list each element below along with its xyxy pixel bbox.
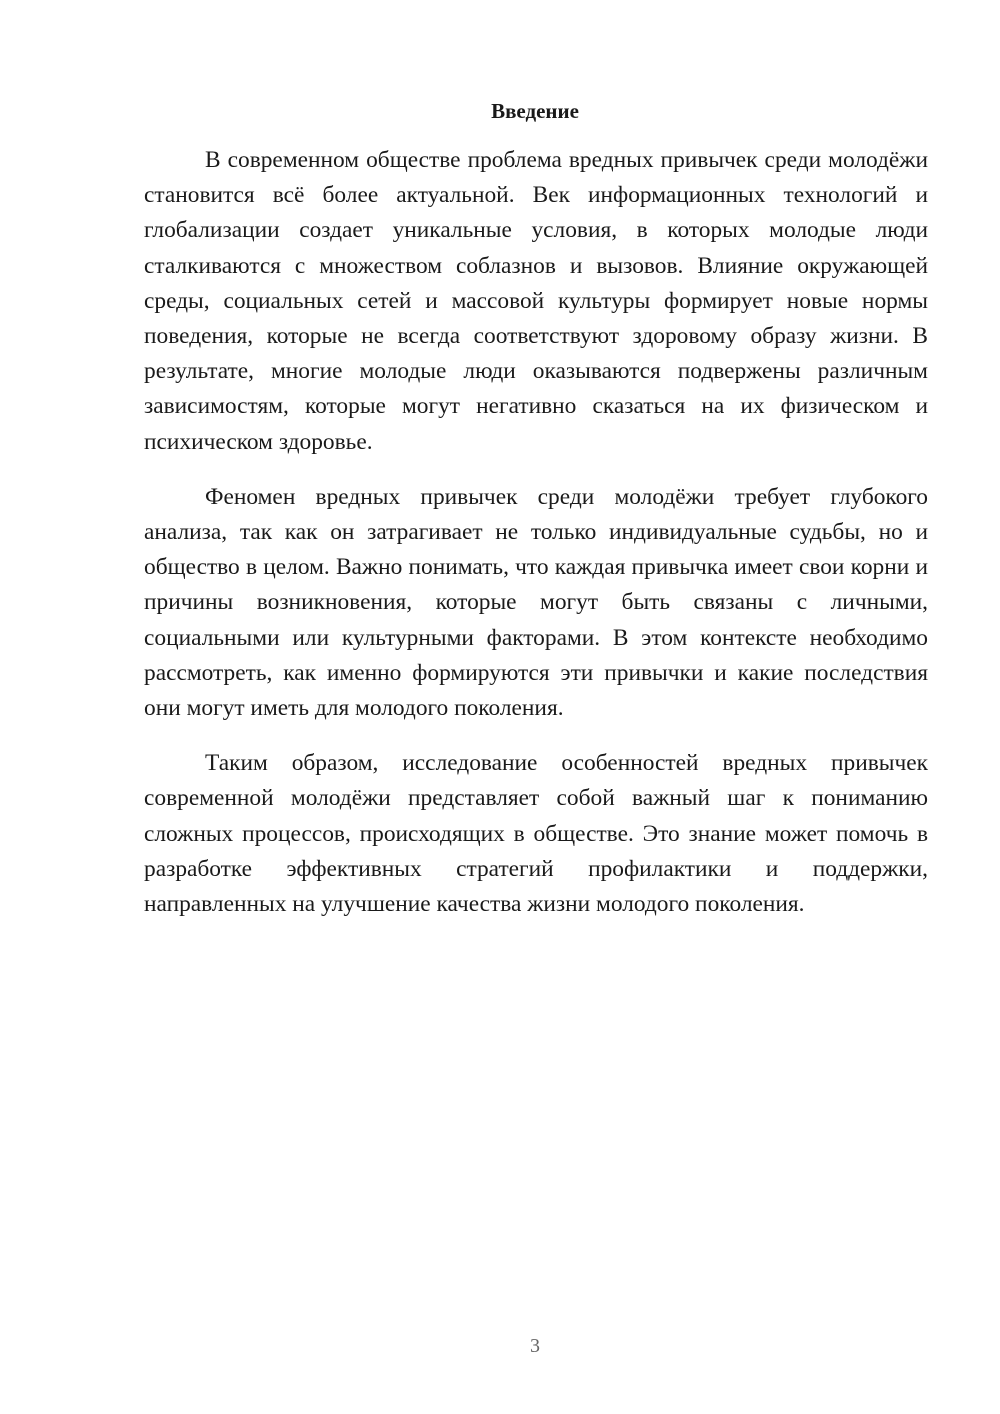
- paragraph-1: В современном обществе проблема вредных привычек среди молодёжи становится всё более актуальной. Век информационных технологий и глобализации создает уникальные условия, в которых молодые люди сталкиваются с множеством соблазнов и вызовов. Влияние окружающей среды, социальных сетей и массовой культуры формирует новые нормы поведения, которые не всегда соответствуют здоровому образу жизни. В результате, многие молодые люди оказываются подвержены различным зависимостям, которые могут негативно сказаться на их физическом и психическом здоровье.: [144, 147, 928, 455]
- page-number: 3: [530, 1335, 540, 1357]
- section-title: Введение: [491, 99, 579, 123]
- body-text: [144, 143, 928, 942]
- paragraph-3: Таким образом, исследование особенностей вредных привычек современной молодёжи представляет собой важный шаг к пониманию сложных процессов, происходящих в обществе. Это знание может помочь в разработке эффективных стратегий профилактики и поддержки, направленных на улучшение качества жизни молодого поколения.: [144, 750, 928, 918]
- paragraph-2: Феномен вредных привычек среди молодёжи требует глубокого анализа, так как он затрагивает не только индивидуальные судьбы, но и общество в целом. Важно понимать, что каждая привычка имеет свои корни и причины возникновения, которые могут быть связаны с личными, социальными или культурными факторами. В этом контексте необходимо рассмотреть, как именно формируются эти привычки и какие последствия они могут иметь для молодого поколения.: [144, 483, 928, 722]
